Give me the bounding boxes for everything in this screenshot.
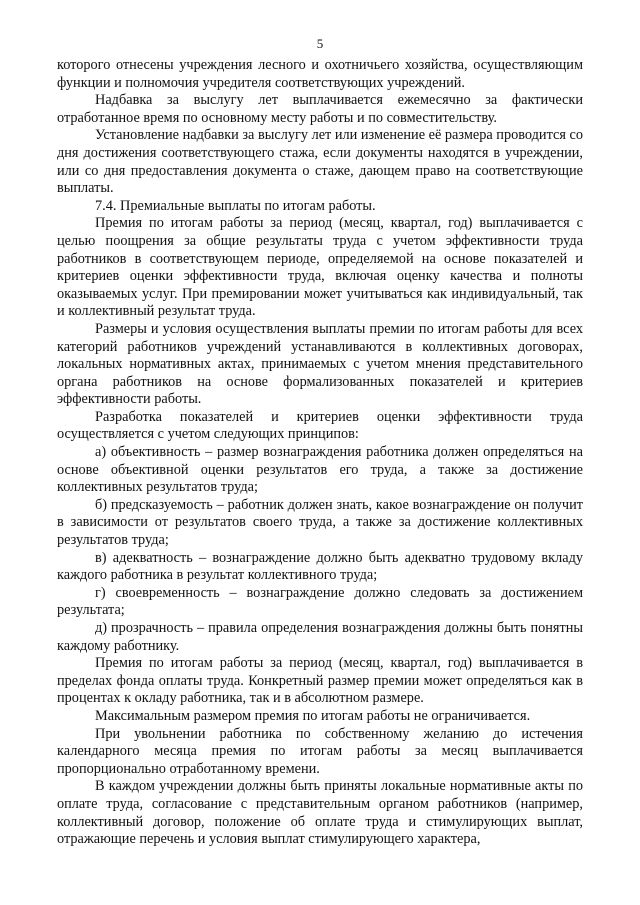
paragraph-seniority-bonus-payment: Надбавка за выслугу лет выплачивается ежемесячно за фактически отработанное время по основному месту работы и по совместительству. — [57, 92, 583, 126]
list-item-timeliness: г) своевременность – вознаграждение должно следовать за достижением результата; — [57, 584, 583, 619]
paragraph-seniority-bonus-establishment: Установление надбавки за выслугу лет или изменение её размера проводится со дня достижения соответствующего стажа, если документы находятся в учреждении, или со дня предоставления документа о стаже, дающем право на соответствующие выплаты. — [57, 127, 583, 197]
paragraph-continuation: которого отнесены учреждения лесного и охотничьего хозяйства, осуществляющим функции и полномочия учредителя соответствующих учреждений. — [57, 57, 583, 91]
list-item-adequacy: в) адекватность – вознаграждение должно быть адекватно трудовому вкладу каждого работника в результат коллективного труда; — [57, 549, 583, 584]
paragraph-dismissal-bonus: При увольнении работника по собственному желанию до истечения календарного месяца премия по итогам работы за месяц выплачивается пропорционально отработанному времени. — [57, 725, 583, 777]
paragraph-local-acts: В каждом учреждении должны быть приняты локальные нормативные акты по оплате труда, согласование с представительным органом работников (например, коллективный договор, положение об оплате труда и стимулирующих выплат, отражающие перечень и условия выплат стимулирующего характера, — [57, 778, 583, 848]
paragraph-bonus-maximum: Максимальным размером премия по итогам работы не ограничивается. — [95, 707, 531, 724]
paragraph-bonus-fund: Премия по итогам работы за период (месяц, квартал, год) выплачивается в пределах фонда оплаты труда. Конкретный размер премии может определяться как в процентах к окладу работника, так и в абсолютном размере. — [57, 655, 583, 707]
list-item-objectivity: а) объективность – размер вознаграждения работника должен определяться на основе объективной оценки результатов его труда, а также за достижение коллективных результатов труда; — [57, 444, 583, 496]
paragraph-criteria-principles: Разработка показателей и критериев оценки эффективности труда осуществляется с учетом следующих принципов: — [57, 408, 583, 443]
document-body — [57, 57, 583, 849]
list-item-transparency: д) прозрачность – правила определения вознаграждения должны быть понятны каждому работнику. — [57, 620, 583, 654]
paragraph-bonus-conditions: Размеры и условия осуществления выплаты премии по итогам работы для всех категорий работников учреждений устанавливаются в коллективных договорах, локальных нормативных актах, принимаемых с учетом мнения представительного органа работников на основе формализованных показателей и критериев эффективности работы. — [57, 320, 583, 408]
page-number: 5 — [316, 36, 324, 51]
section-heading-7-4: 7.4. Премиальные выплаты по итогам работы. — [95, 197, 376, 214]
list-item-predictability: б) предсказуемость – работник должен знать, какое вознаграждение он получит в зависимости от результатов своего труда, а также за достижение коллективных результатов труда; — [57, 496, 583, 549]
paragraph-bonus-purpose: Премия по итогам работы за период (месяц, квартал, год) выплачивается с целью поощрения за общие результаты труда с учетом эффективности труда работников в соответствующем периоде, определяемой на основе показателей и критериев оценки эффективности труда, включая оценку качества и полноты оказываемых услуг. При премировании может учитываться как индивидуальный, так и коллективный результат труда. — [57, 215, 583, 320]
